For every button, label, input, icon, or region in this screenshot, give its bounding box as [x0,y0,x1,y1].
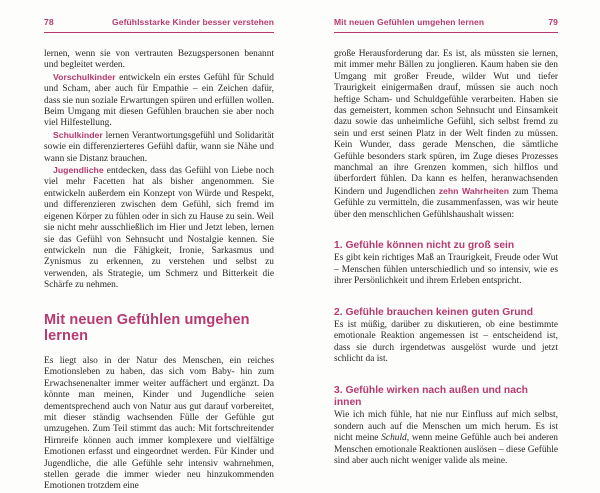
paragraph-text: entwickeln ein erstes Gefühl für Schuld und Scham, aber auch für Empathie – ein Zeichen dafür, dass sie nun soziale Erwartungen spüren und erfüllen wollen. Beim Umgang mit diesen Gefühlen brauchen sie aber noch viel Hilfestellung. [44,72,274,129]
truth-body-1: Es gibt kein richtiges Maß an Traurigkeit, Freude oder Wut – Menschen fühlen unterschiedlich und so intensiv, wie es ihrer Persönlichkeit und ihrem Erleben entspricht. [334,253,558,287]
paragraph-schulkinder [44,130,274,165]
keyword-vorschulkinder: Vorschulkinder [53,71,116,82]
paragraph-continuation [44,49,274,72]
paragraph-text: entdecken, dass das Gefühl von Liebe noch viel mehr Facetten hat als bisher angenommen. Sie entwickeln außerdem ein Konzept von Würde und Respekt, und differenzieren zwischen dem Gefühl, sich fremd im eigenen Körper zu fühlen oder in sich zu Hause zu sein. Weil sie nicht mehr ausschließlich im Hier und Jetzt leben, lernen sie das Gefühl von Sehnsucht und Nostalgie kennen. Sie entwickeln nun die Fähigkeit, Ironie, Sarkasmus und Zynismus zu erkennen, zu verstehen und selbst zu verwenden, als Strategie, um Schmerz und Bitterkeit die Schärfe zu nehmen. [44,166,274,291]
emphasis-schuld: Schuld [381,433,407,444]
truth-heading-3: 3. Gefühle wirken nach außen und nach innen [334,384,528,408]
paragraph-text: Wie ich mich fühle, hat nie nur Einfluss auf mich selbst, sondern auch auf die Menschen um mich herum. Es ist nicht meine [334,410,558,444]
truth-body-3 [334,410,558,467]
truth-heading-2: 2. Gefühle brauchen keinen guten Grund [334,306,534,318]
paragraph-text: zum Thema Gefühle zu vermitteln, die zusammenfassen, was wir heute über den menschlichen Gefühlshaushalt wissen: [334,186,558,220]
page-right [300,0,600,478]
paragraph-text: , wenn meine Gefühle auch bei anderen Menschen emotionale Reaktionen auslösen – diese Gefühle sind aber auch nicht weniger valide als meine. [334,433,558,466]
running-head-left [44,17,274,33]
keyword-schulkinder: Schulkinder [53,129,103,140]
page-number-right: 79 [548,17,558,27]
section-heading: Mit neuen Gefühlen umgehen lernen [44,311,250,345]
truth-block-2 [334,307,558,366]
page-number-left: 78 [44,17,54,27]
intro-paragraph [334,49,558,221]
truth-body-2: Es ist müßig, darüber zu diskutieren, ob eine bestimmte emotionale Reaktion angemessen ist – entscheidend ist, dass sie durch irgendetwas ausgelöst wurde und jetzt schlicht da ist. [334,320,558,365]
paragraph-vorschulkinder [44,72,274,130]
body-text-right [334,49,558,467]
paragraph-jugendliche [44,165,274,291]
keyword-jugendliche: Jugendliche [53,165,104,176]
running-head-right [334,17,558,33]
page-left [0,0,300,492]
keyword-zehn-wahrheiten: zehn Wahrheiten [438,185,510,196]
paragraph-text: lernen, wenn sie von vertrauten Bezugspersonen benannt und begleitet werden. [44,49,274,71]
body-text-left [44,49,274,493]
truth-block-1 [334,240,558,288]
paragraph-text: große Herausforderung dar. Es ist, als müssten sie lernen, mit immer mehr Bällen zu jonglieren. Kaum haben sie den Umgang mit großer Freude, wilder Wut und tiefer Traurigkeit einigermaßen drauf, müssen sie auch noch heftige Scham- und Schuldgefühle verarbeiten. Haben sie das gemeistert, kommen schon Sehnsucht und Einsamkeit dazu sowie das unheimliche Gefühl, sich selbst fremd zu sein und erst seinen Platz in der Welt finden zu müssen. Kein Wunder, dass gerade Menschen, die sämtliche Gefühle besonders stark spüren, im Zuge dieses Prozesses manchmal an ihre Grenzen kommen, sich hilflos und überfordert fühlen. Da kann es helfen, heranwachsenden Kindern und Jugendlichen [334,49,558,197]
section-paragraph: Es liegt also in der Natur des Menschen, ein reiches Emotionsleben zu haben, das sich vom Baby- hin zum Erwachsenenalter immer weiter auffächert und ergänzt. Da könnte man meinen, Kinder und Jugendliche seien dementsprechend auch von Natur aus gut darauf vorbereitet, mit dieser ständig wachsenden Fülle der Gefühle gut umzugehen. Zum Teil stimmt das auch: Mit fortschreitender Hirnreife können auch immer komplexere und vielfältige Emotionen erfasst und eingeordnet werden. Für Kinder und Jugendliche, die alle Gefühle sehr intensiv wahrnehmen, stellen gerade die immer wieder neu hinzukommenden Emotionen trotzdem eine [44,355,274,492]
paragraph-text: lernen Verantwortungsgefühl und Solidarität sowie ein differenzierteres Gefühl dafür, wann sie Nähe und wann sie Distanz brauchen. [44,130,274,164]
running-head-title-right: Mit neuen Gefühlen umgehen lernen [334,17,485,27]
truth-heading-1: 1. Gefühle können nicht zu groß sein [334,240,515,252]
running-head-title-left: Gefühlsstarke Kinder besser verstehen [112,17,274,27]
truth-block-3 [334,385,558,468]
